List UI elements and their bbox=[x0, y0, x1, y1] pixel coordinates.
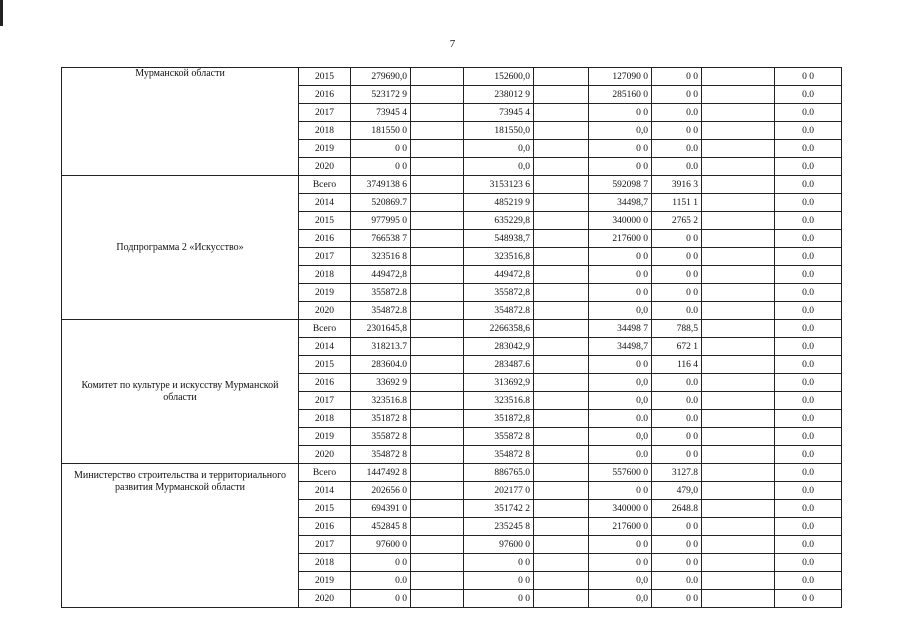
year-cell: 2017 bbox=[299, 104, 351, 122]
year-cell: 2016 bbox=[299, 86, 351, 104]
empty-cell bbox=[411, 104, 464, 122]
other-sources-cell: 0.0 bbox=[775, 212, 842, 230]
empty-cell bbox=[534, 536, 589, 554]
regional-budget-cell: 0,0 bbox=[464, 158, 534, 176]
other-sources-cell: 0.0 bbox=[775, 446, 842, 464]
empty-cell bbox=[411, 374, 464, 392]
local-budget-cell: 672 1 bbox=[652, 338, 702, 356]
empty-cell bbox=[411, 194, 464, 212]
year-cell: 2014 bbox=[299, 482, 351, 500]
empty-cell bbox=[411, 356, 464, 374]
federal-budget-cell: 217600 0 bbox=[589, 518, 652, 536]
total-cell: 181550 0 bbox=[351, 122, 411, 140]
regional-budget-cell: 449472,8 bbox=[464, 266, 534, 284]
regional-budget-cell: 0,0 bbox=[464, 140, 534, 158]
other-sources-cell: 0.0 bbox=[775, 500, 842, 518]
empty-cell bbox=[411, 320, 464, 338]
local-budget-cell: 0.0 bbox=[652, 158, 702, 176]
regional-budget-cell: 635229,8 bbox=[464, 212, 534, 230]
total-cell: 1447492 8 bbox=[351, 464, 411, 482]
empty-cell bbox=[411, 500, 464, 518]
total-cell: 323516 8 bbox=[351, 248, 411, 266]
regional-budget-cell: 354872.8 bbox=[464, 302, 534, 320]
year-cell: 2019 bbox=[299, 140, 351, 158]
empty-cell bbox=[702, 428, 775, 446]
other-sources-cell: 0.0 bbox=[775, 392, 842, 410]
page-number: 7 bbox=[449, 38, 456, 50]
year-cell: 2018 bbox=[299, 554, 351, 572]
federal-budget-cell: 0 0 bbox=[589, 104, 652, 122]
other-sources-cell: 0.0 bbox=[775, 482, 842, 500]
federal-budget-cell: 34498 7 bbox=[589, 320, 652, 338]
other-sources-cell: 0.0 bbox=[775, 284, 842, 302]
empty-cell bbox=[411, 266, 464, 284]
empty-cell bbox=[411, 392, 464, 410]
year-cell: Всего bbox=[299, 176, 351, 194]
total-cell: 351872 8 bbox=[351, 410, 411, 428]
empty-cell bbox=[534, 122, 589, 140]
other-sources-cell: 0.0 bbox=[775, 356, 842, 374]
empty-cell bbox=[702, 518, 775, 536]
total-cell: 33692 9 bbox=[351, 374, 411, 392]
empty-cell bbox=[411, 572, 464, 590]
program-name-cell: Комитет по культуре и искусству Мурманской области bbox=[62, 320, 299, 464]
federal-budget-cell: 0,0 bbox=[589, 572, 652, 590]
other-sources-cell: 0 0 bbox=[775, 68, 842, 86]
regional-budget-cell: 283042,9 bbox=[464, 338, 534, 356]
regional-budget-cell: 351872,8 bbox=[464, 410, 534, 428]
regional-budget-cell: 73945 4 bbox=[464, 104, 534, 122]
total-cell: 523172 9 bbox=[351, 86, 411, 104]
empty-cell bbox=[702, 374, 775, 392]
empty-cell bbox=[702, 482, 775, 500]
year-cell: Всего bbox=[299, 320, 351, 338]
empty-cell bbox=[702, 392, 775, 410]
regional-budget-cell: 0 0 bbox=[464, 572, 534, 590]
empty-cell bbox=[411, 536, 464, 554]
total-cell: 354872 8 bbox=[351, 446, 411, 464]
empty-cell bbox=[411, 554, 464, 572]
other-sources-cell: 0.0 bbox=[775, 302, 842, 320]
regional-budget-cell: 238012 9 bbox=[464, 86, 534, 104]
year-cell: 2015 bbox=[299, 356, 351, 374]
local-budget-cell: 3127.8 bbox=[652, 464, 702, 482]
empty-cell bbox=[702, 212, 775, 230]
empty-cell bbox=[702, 284, 775, 302]
year-cell: 2019 bbox=[299, 284, 351, 302]
empty-cell bbox=[702, 176, 775, 194]
year-cell: 2016 bbox=[299, 518, 351, 536]
empty-cell bbox=[411, 410, 464, 428]
empty-cell bbox=[702, 266, 775, 284]
federal-budget-cell: 557600 0 bbox=[589, 464, 652, 482]
table-row bbox=[62, 176, 842, 194]
year-cell: 2018 bbox=[299, 122, 351, 140]
empty-cell bbox=[702, 68, 775, 86]
empty-cell bbox=[702, 338, 775, 356]
federal-budget-cell: 34498,7 bbox=[589, 194, 652, 212]
regional-budget-cell: 355872 8 bbox=[464, 428, 534, 446]
total-cell: 202656 0 bbox=[351, 482, 411, 500]
regional-budget-cell: 152600,0 bbox=[464, 68, 534, 86]
federal-budget-cell: 0 0 bbox=[589, 356, 652, 374]
total-cell: 318213.7 bbox=[351, 338, 411, 356]
empty-cell bbox=[702, 320, 775, 338]
empty-cell bbox=[411, 86, 464, 104]
federal-budget-cell: 34498,7 bbox=[589, 338, 652, 356]
empty-cell bbox=[534, 572, 589, 590]
empty-cell bbox=[702, 536, 775, 554]
local-budget-cell: 0 0 bbox=[652, 266, 702, 284]
total-cell: 0.0 bbox=[351, 572, 411, 590]
program-name-cell: Министерство строительства и территориального развития Мурманской области bbox=[62, 464, 299, 608]
regional-budget-cell: 283487.6 bbox=[464, 356, 534, 374]
other-sources-cell: 0.0 bbox=[775, 140, 842, 158]
empty-cell bbox=[411, 212, 464, 230]
federal-budget-cell: 217600 0 bbox=[589, 230, 652, 248]
federal-budget-cell: 0.0 bbox=[589, 410, 652, 428]
empty-cell bbox=[534, 230, 589, 248]
budget-table bbox=[61, 67, 842, 608]
empty-cell bbox=[411, 482, 464, 500]
empty-cell bbox=[534, 518, 589, 536]
local-budget-cell: 0.0 bbox=[652, 392, 702, 410]
federal-budget-cell: 0 0 bbox=[589, 482, 652, 500]
local-budget-cell: 0.0 bbox=[652, 140, 702, 158]
other-sources-cell: 0.0 bbox=[775, 320, 842, 338]
regional-budget-cell: 355872,8 bbox=[464, 284, 534, 302]
local-budget-cell: 0 0 bbox=[652, 554, 702, 572]
regional-budget-cell: 313692,9 bbox=[464, 374, 534, 392]
regional-budget-cell: 181550,0 bbox=[464, 122, 534, 140]
other-sources-cell: 0.0 bbox=[775, 104, 842, 122]
empty-cell bbox=[411, 428, 464, 446]
page-edge-mark bbox=[0, 0, 3, 26]
local-budget-cell: 0 0 bbox=[652, 248, 702, 266]
empty-cell bbox=[534, 104, 589, 122]
local-budget-cell: 2648.8 bbox=[652, 500, 702, 518]
local-budget-cell: 0 0 bbox=[652, 518, 702, 536]
year-cell: 2019 bbox=[299, 428, 351, 446]
year-cell: 2020 bbox=[299, 158, 351, 176]
local-budget-cell: 0 0 bbox=[652, 86, 702, 104]
regional-budget-cell: 97600 0 bbox=[464, 536, 534, 554]
local-budget-cell: 0 0 bbox=[652, 68, 702, 86]
empty-cell bbox=[534, 338, 589, 356]
federal-budget-cell: 0 0 bbox=[589, 248, 652, 266]
regional-budget-cell: 2266358,6 bbox=[464, 320, 534, 338]
empty-cell bbox=[411, 446, 464, 464]
year-cell: 2019 bbox=[299, 572, 351, 590]
empty-cell bbox=[702, 410, 775, 428]
other-sources-cell: 0.0 bbox=[775, 248, 842, 266]
year-cell: 2015 bbox=[299, 68, 351, 86]
empty-cell bbox=[534, 554, 589, 572]
regional-budget-cell: 235245 8 bbox=[464, 518, 534, 536]
total-cell: 977995 0 bbox=[351, 212, 411, 230]
total-cell: 694391 0 bbox=[351, 500, 411, 518]
empty-cell bbox=[534, 446, 589, 464]
empty-cell bbox=[534, 266, 589, 284]
year-cell: 2016 bbox=[299, 374, 351, 392]
federal-budget-cell: 592098 7 bbox=[589, 176, 652, 194]
empty-cell bbox=[534, 140, 589, 158]
local-budget-cell: 788,5 bbox=[652, 320, 702, 338]
total-cell: 354872.8 bbox=[351, 302, 411, 320]
federal-budget-cell: 0,0 bbox=[589, 122, 652, 140]
federal-budget-cell: 0,0 bbox=[589, 302, 652, 320]
other-sources-cell: 0.0 bbox=[775, 428, 842, 446]
empty-cell bbox=[534, 374, 589, 392]
local-budget-cell: 479,0 bbox=[652, 482, 702, 500]
local-budget-cell: 0 0 bbox=[652, 536, 702, 554]
table-row bbox=[62, 68, 842, 86]
total-cell: 97600 0 bbox=[351, 536, 411, 554]
total-cell: 355872.8 bbox=[351, 284, 411, 302]
total-cell: 283604.0 bbox=[351, 356, 411, 374]
regional-budget-cell: 3153123 6 bbox=[464, 176, 534, 194]
empty-cell bbox=[534, 410, 589, 428]
empty-cell bbox=[534, 302, 589, 320]
other-sources-cell: 0.0 bbox=[775, 572, 842, 590]
empty-cell bbox=[534, 320, 589, 338]
empty-cell bbox=[534, 284, 589, 302]
other-sources-cell: 0.0 bbox=[775, 464, 842, 482]
empty-cell bbox=[702, 464, 775, 482]
year-cell: 2017 bbox=[299, 536, 351, 554]
empty-cell bbox=[534, 176, 589, 194]
empty-cell bbox=[411, 518, 464, 536]
year-cell: 2017 bbox=[299, 392, 351, 410]
empty-cell bbox=[534, 248, 589, 266]
federal-budget-cell: 0,0 bbox=[589, 590, 652, 608]
local-budget-cell: 0 0 bbox=[652, 284, 702, 302]
regional-budget-cell: 202177 0 bbox=[464, 482, 534, 500]
local-budget-cell: 0 0 bbox=[652, 122, 702, 140]
other-sources-cell: 0.0 bbox=[775, 176, 842, 194]
local-budget-cell: 3916 3 bbox=[652, 176, 702, 194]
empty-cell bbox=[411, 176, 464, 194]
federal-budget-cell: 285160 0 bbox=[589, 86, 652, 104]
federal-budget-cell: 0,0 bbox=[589, 428, 652, 446]
other-sources-cell: 0.0 bbox=[775, 122, 842, 140]
empty-cell bbox=[702, 122, 775, 140]
year-cell: 2015 bbox=[299, 500, 351, 518]
local-budget-cell: 0.0 bbox=[652, 572, 702, 590]
empty-cell bbox=[702, 590, 775, 608]
empty-cell bbox=[702, 86, 775, 104]
empty-cell bbox=[534, 464, 589, 482]
empty-cell bbox=[702, 356, 775, 374]
empty-cell bbox=[534, 500, 589, 518]
year-cell: Всего bbox=[299, 464, 351, 482]
local-budget-cell: 0 0 bbox=[652, 590, 702, 608]
empty-cell bbox=[702, 194, 775, 212]
federal-budget-cell: 0 0 bbox=[589, 140, 652, 158]
other-sources-cell: 0.0 bbox=[775, 158, 842, 176]
total-cell: 3749138 6 bbox=[351, 176, 411, 194]
regional-budget-cell: 351742 2 bbox=[464, 500, 534, 518]
empty-cell bbox=[534, 158, 589, 176]
regional-budget-cell: 548938,7 bbox=[464, 230, 534, 248]
other-sources-cell: 0 0 bbox=[775, 590, 842, 608]
empty-cell bbox=[411, 230, 464, 248]
empty-cell bbox=[411, 338, 464, 356]
empty-cell bbox=[534, 392, 589, 410]
empty-cell bbox=[534, 590, 589, 608]
empty-cell bbox=[534, 68, 589, 86]
empty-cell bbox=[411, 140, 464, 158]
total-cell: 766538 7 bbox=[351, 230, 411, 248]
other-sources-cell: 0.0 bbox=[775, 86, 842, 104]
empty-cell bbox=[702, 158, 775, 176]
regional-budget-cell: 354872 8 bbox=[464, 446, 534, 464]
regional-budget-cell: 0 0 bbox=[464, 590, 534, 608]
table-row bbox=[62, 464, 842, 482]
local-budget-cell: 0.0 bbox=[652, 374, 702, 392]
empty-cell bbox=[411, 158, 464, 176]
empty-cell bbox=[534, 482, 589, 500]
local-budget-cell: 1151 1 bbox=[652, 194, 702, 212]
local-budget-cell: 0 0 bbox=[652, 428, 702, 446]
year-cell: 2016 bbox=[299, 230, 351, 248]
local-budget-cell: 0 0 bbox=[652, 230, 702, 248]
total-cell: 520869.7 bbox=[351, 194, 411, 212]
empty-cell bbox=[411, 590, 464, 608]
regional-budget-cell: 323516,8 bbox=[464, 248, 534, 266]
total-cell: 2301645,8 bbox=[351, 320, 411, 338]
empty-cell bbox=[702, 104, 775, 122]
empty-cell bbox=[702, 446, 775, 464]
local-budget-cell: 0 0 bbox=[652, 446, 702, 464]
total-cell: 0 0 bbox=[351, 590, 411, 608]
local-budget-cell: 116 4 bbox=[652, 356, 702, 374]
year-cell: 2017 bbox=[299, 248, 351, 266]
other-sources-cell: 0.0 bbox=[775, 230, 842, 248]
empty-cell bbox=[411, 122, 464, 140]
program-name-cell: Мурманской области bbox=[62, 68, 299, 176]
empty-cell bbox=[411, 68, 464, 86]
federal-budget-cell: 0 0 bbox=[589, 284, 652, 302]
year-cell: 2020 bbox=[299, 590, 351, 608]
federal-budget-cell: 127090 0 bbox=[589, 68, 652, 86]
other-sources-cell: 0.0 bbox=[775, 554, 842, 572]
total-cell: 0 0 bbox=[351, 554, 411, 572]
empty-cell bbox=[534, 428, 589, 446]
year-cell: 2014 bbox=[299, 194, 351, 212]
local-budget-cell: 0.0 bbox=[652, 104, 702, 122]
local-budget-cell: 0.0 bbox=[652, 410, 702, 428]
total-cell: 323516.8 bbox=[351, 392, 411, 410]
federal-budget-cell: 0 0 bbox=[589, 158, 652, 176]
total-cell: 355872 8 bbox=[351, 428, 411, 446]
year-cell: 2020 bbox=[299, 446, 351, 464]
budget-table-body bbox=[62, 68, 842, 608]
regional-budget-cell: 323516.8 bbox=[464, 392, 534, 410]
other-sources-cell: 0.0 bbox=[775, 266, 842, 284]
empty-cell bbox=[702, 572, 775, 590]
federal-budget-cell: 0 0 bbox=[589, 536, 652, 554]
year-cell: 2018 bbox=[299, 410, 351, 428]
other-sources-cell: 0.0 bbox=[775, 374, 842, 392]
total-cell: 0 0 bbox=[351, 140, 411, 158]
empty-cell bbox=[411, 464, 464, 482]
regional-budget-cell: 886765.0 bbox=[464, 464, 534, 482]
year-cell: 2018 bbox=[299, 266, 351, 284]
federal-budget-cell: 340000 0 bbox=[589, 212, 652, 230]
empty-cell bbox=[534, 356, 589, 374]
federal-budget-cell: 0 0 bbox=[589, 266, 652, 284]
regional-budget-cell: 485219 9 bbox=[464, 194, 534, 212]
empty-cell bbox=[702, 230, 775, 248]
empty-cell bbox=[411, 302, 464, 320]
federal-budget-cell: 0,0 bbox=[589, 374, 652, 392]
other-sources-cell: 0.0 bbox=[775, 410, 842, 428]
total-cell: 73945 4 bbox=[351, 104, 411, 122]
year-cell: 2020 bbox=[299, 302, 351, 320]
federal-budget-cell: 0 0 bbox=[589, 554, 652, 572]
local-budget-cell: 0.0 bbox=[652, 302, 702, 320]
table-row bbox=[62, 320, 842, 338]
local-budget-cell: 2765 2 bbox=[652, 212, 702, 230]
empty-cell bbox=[534, 194, 589, 212]
year-cell: 2015 bbox=[299, 212, 351, 230]
regional-budget-cell: 0 0 bbox=[464, 554, 534, 572]
empty-cell bbox=[702, 248, 775, 266]
total-cell: 279690,0 bbox=[351, 68, 411, 86]
year-cell: 2014 bbox=[299, 338, 351, 356]
empty-cell bbox=[534, 86, 589, 104]
empty-cell bbox=[411, 248, 464, 266]
other-sources-cell: 0.0 bbox=[775, 194, 842, 212]
empty-cell bbox=[702, 554, 775, 572]
empty-cell bbox=[702, 500, 775, 518]
empty-cell bbox=[702, 140, 775, 158]
empty-cell bbox=[702, 302, 775, 320]
federal-budget-cell: 340000 0 bbox=[589, 500, 652, 518]
federal-budget-cell: 0.0 bbox=[589, 446, 652, 464]
empty-cell bbox=[534, 212, 589, 230]
other-sources-cell: 0.0 bbox=[775, 518, 842, 536]
total-cell: 452845 8 bbox=[351, 518, 411, 536]
program-name-cell: Подпрограмма 2 «Искусство» bbox=[62, 176, 299, 320]
total-cell: 0 0 bbox=[351, 158, 411, 176]
federal-budget-cell: 0,0 bbox=[589, 392, 652, 410]
empty-cell bbox=[411, 284, 464, 302]
other-sources-cell: 0.0 bbox=[775, 338, 842, 356]
total-cell: 449472,8 bbox=[351, 266, 411, 284]
other-sources-cell: 0.0 bbox=[775, 536, 842, 554]
